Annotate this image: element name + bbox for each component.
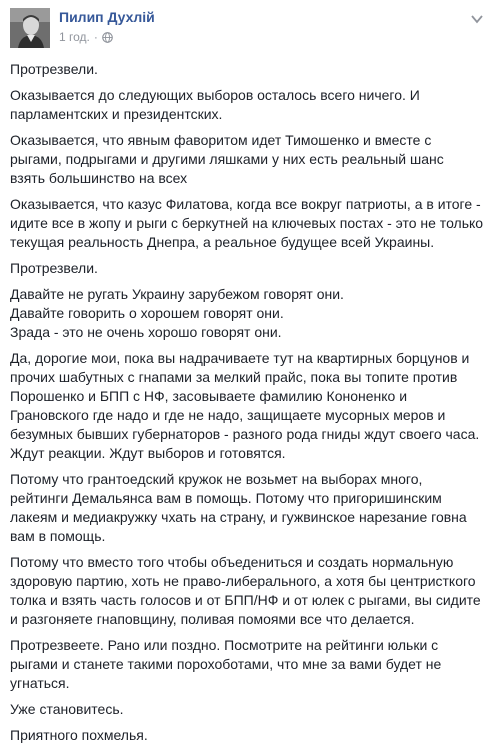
paragraph-line: рыгами и станете такими порохоботами, что мне за вами будет не	[10, 656, 442, 672]
paragraph-line: вам в помощь.	[10, 528, 106, 544]
post-paragraph	[10, 285, 480, 342]
post-paragraph	[10, 349, 480, 463]
post-paragraph	[10, 553, 480, 629]
post-header	[10, 8, 486, 48]
author-name[interactable]: Пилип Духлій	[59, 9, 155, 25]
post-timestamp[interactable]: 1 год.	[59, 30, 90, 44]
meta-separator: ·	[93, 30, 98, 44]
paragraph-line: здоровую партию, хоть не право-либерального, а хотя бы центристкого	[10, 573, 476, 589]
paragraph-line: Да, дорогие мои, пока вы надрачиваете тут на квартирных борцунов и	[10, 350, 470, 366]
paragraph-line: рыгами, подрыгами и другими ляшками у них есть реальный шанс	[10, 151, 444, 167]
post-paragraph	[10, 195, 484, 252]
paragraph-line: Протрезвеете. Рано или поздно. Посмотрите на рейтинги юльки с	[10, 637, 439, 653]
post-paragraph	[10, 259, 480, 278]
paragraph-line: безумных бывших губернаторов - разного рода гниды ждут своего часа.	[10, 426, 480, 442]
paragraph-line: Порошенко и БПП с НФ, засовываете фамилию Кононенко и	[10, 388, 408, 404]
post-paragraph	[10, 636, 480, 693]
paragraph-line: Давайте говорить о хорошем говорят они.	[10, 305, 284, 321]
globe-icon[interactable]	[102, 32, 113, 43]
paragraph-line: Оказывается, что казус Филатова, когда все вокруг патриоты, а в итоге -	[10, 196, 481, 212]
paragraph-line: Потому что вместо того чтобы объедениться и создать нормальную	[10, 554, 454, 570]
avatar[interactable]	[10, 8, 50, 48]
paragraph-line: парламентских и президентских.	[10, 106, 223, 122]
paragraph-line: прочих шабутных с гнапами за мелкий прайс, пока вы топите против	[10, 369, 458, 385]
paragraph-line: Оказывается до следующих выборов осталось всего ничего. И	[10, 87, 420, 103]
paragraph-line: толка и взять часть голосов и от БПП/НФ и от юлек с рыгами, вы сидите	[10, 592, 481, 608]
paragraph-line: взять большинство на всех	[10, 170, 188, 186]
paragraph-line: Протрезвели.	[10, 61, 98, 77]
paragraph-line: Уже становитесь.	[10, 701, 124, 717]
paragraph-line: Ждут реакции. Ждут выборов и готовятся.	[10, 445, 286, 461]
post-paragraph	[10, 131, 480, 188]
paragraph-line: Потому что грантоедский кружок не возьмет на выборах много,	[10, 471, 423, 487]
post-paragraph	[10, 86, 480, 124]
avatar-photo	[10, 8, 50, 48]
post-body	[10, 60, 484, 752]
chevron-down-icon[interactable]	[470, 12, 484, 26]
paragraph-line: угнаться.	[10, 675, 70, 691]
paragraph-line: Протрезвели.	[10, 260, 98, 276]
post-paragraph	[10, 700, 480, 719]
post-meta	[59, 30, 113, 44]
paragraph-line: Приятного похмелья.	[10, 727, 148, 743]
paragraph-line: Грановского где надо и где не надо, защищаете мусорных меров и	[10, 407, 446, 423]
paragraph-line: Оказывается, что явным фаворитом идет Тимошенко и вместе с	[10, 132, 432, 148]
paragraph-line: Давайте не ругать Украину зарубежом говорят они.	[10, 286, 344, 302]
paragraph-line: Зрада - это не очень хорошо говорят они.	[10, 324, 282, 340]
post-paragraph	[10, 470, 480, 546]
paragraph-line: рейтинги Демальянса вам в помощь. Потому что пригоришинским	[10, 490, 442, 506]
post-paragraph	[10, 60, 480, 79]
paragraph-line: лакеям и медиакружку чхать на страну, и гужвинское нарезание говна	[10, 509, 467, 525]
paragraph-line: и разгоняете гнаповщину, поливая помоями все что делается.	[10, 611, 415, 627]
paragraph-line: идите все в жопу и рыги с беркутней на ключевых постах - это не только	[10, 215, 484, 231]
paragraph-line: текущая реальность Днепра, а реальное будущее всей Украины.	[10, 234, 435, 250]
